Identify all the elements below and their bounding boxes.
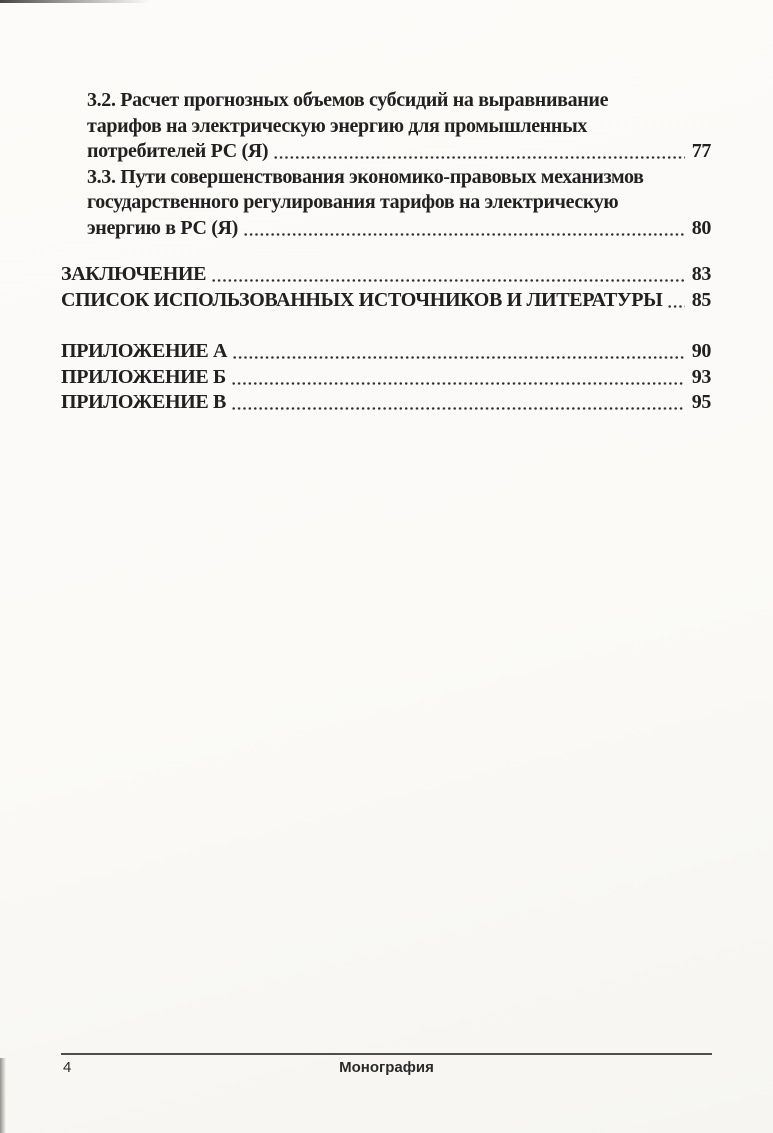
toc-entry-title: энергию в РС (Я) xyxy=(87,216,238,239)
toc-entry-appendix-a xyxy=(61,339,711,365)
toc-entry-last-line xyxy=(87,139,711,165)
table-of-contents xyxy=(61,88,711,416)
toc-entry-title: ПРИЛОЖЕНИЕ А xyxy=(61,340,228,362)
toc-entry-last-line xyxy=(61,339,711,365)
toc-entry-conclusion xyxy=(61,262,711,288)
toc-dot-leader xyxy=(211,262,685,288)
page-footer xyxy=(61,1053,712,1076)
scan-artifact-left-edge xyxy=(0,1058,6,1133)
toc-entry-references xyxy=(61,288,711,314)
toc-entry-line: 3.3. Пути совершенствования экономико-правовых механизмов xyxy=(87,165,644,188)
toc-entry-title: ПРИЛОЖЕНИЕ Б xyxy=(61,365,226,388)
scan-artifact-top-edge xyxy=(0,0,150,3)
toc-entry-last-line xyxy=(61,262,711,288)
toc-entry-last-line xyxy=(61,288,711,314)
toc-entry-line: 3.2. Расчет прогнозных объемов субсидий на выравнивание xyxy=(87,89,609,111)
toc-entry-appendix-b xyxy=(61,365,711,391)
toc-entry-title: потребителей РС (Я) xyxy=(87,140,269,162)
toc-entry-last-line xyxy=(87,216,711,242)
toc-entry-title: СПИСОК ИСПОЛЬЗОВАННЫХ ИСТОЧНИКОВ И ЛИТЕРАТУРЫ xyxy=(61,288,663,311)
toc-dot-leader xyxy=(273,139,684,165)
toc-entry-line: тарифов на электрическую энергию для промышленных xyxy=(87,114,588,137)
toc-entry-last-line xyxy=(61,390,711,416)
toc-dot-leader xyxy=(231,365,685,391)
toc-entry-line: государственного регулирования тарифов на электрическую xyxy=(87,191,619,213)
toc-page-number: 83 xyxy=(691,263,711,285)
footer-page-number: 4 xyxy=(63,1059,72,1076)
toc-page-number: 80 xyxy=(691,216,711,239)
footer-rule xyxy=(61,1053,712,1055)
footer-running-title: Монография xyxy=(339,1059,434,1076)
toc-dot-leader xyxy=(667,288,684,314)
toc-entry-last-line xyxy=(61,365,711,391)
toc-entry-title: ЗАКЛЮЧЕНИЕ xyxy=(61,263,207,285)
toc-page-number: 77 xyxy=(691,140,711,162)
toc-dot-leader xyxy=(243,216,685,242)
toc-entry-appendix-v xyxy=(61,390,711,416)
toc-page-number: 95 xyxy=(691,391,711,413)
toc-page-number: 90 xyxy=(691,340,711,362)
toc-dot-leader xyxy=(231,390,685,416)
toc-entry-3-3 xyxy=(61,165,711,242)
toc-page-number: 85 xyxy=(691,288,711,311)
toc-entry-title: ПРИЛОЖЕНИЕ В xyxy=(61,391,226,413)
toc-page-number: 93 xyxy=(691,365,711,388)
toc-dot-leader xyxy=(232,339,685,365)
toc-entry-3-2 xyxy=(61,88,711,165)
